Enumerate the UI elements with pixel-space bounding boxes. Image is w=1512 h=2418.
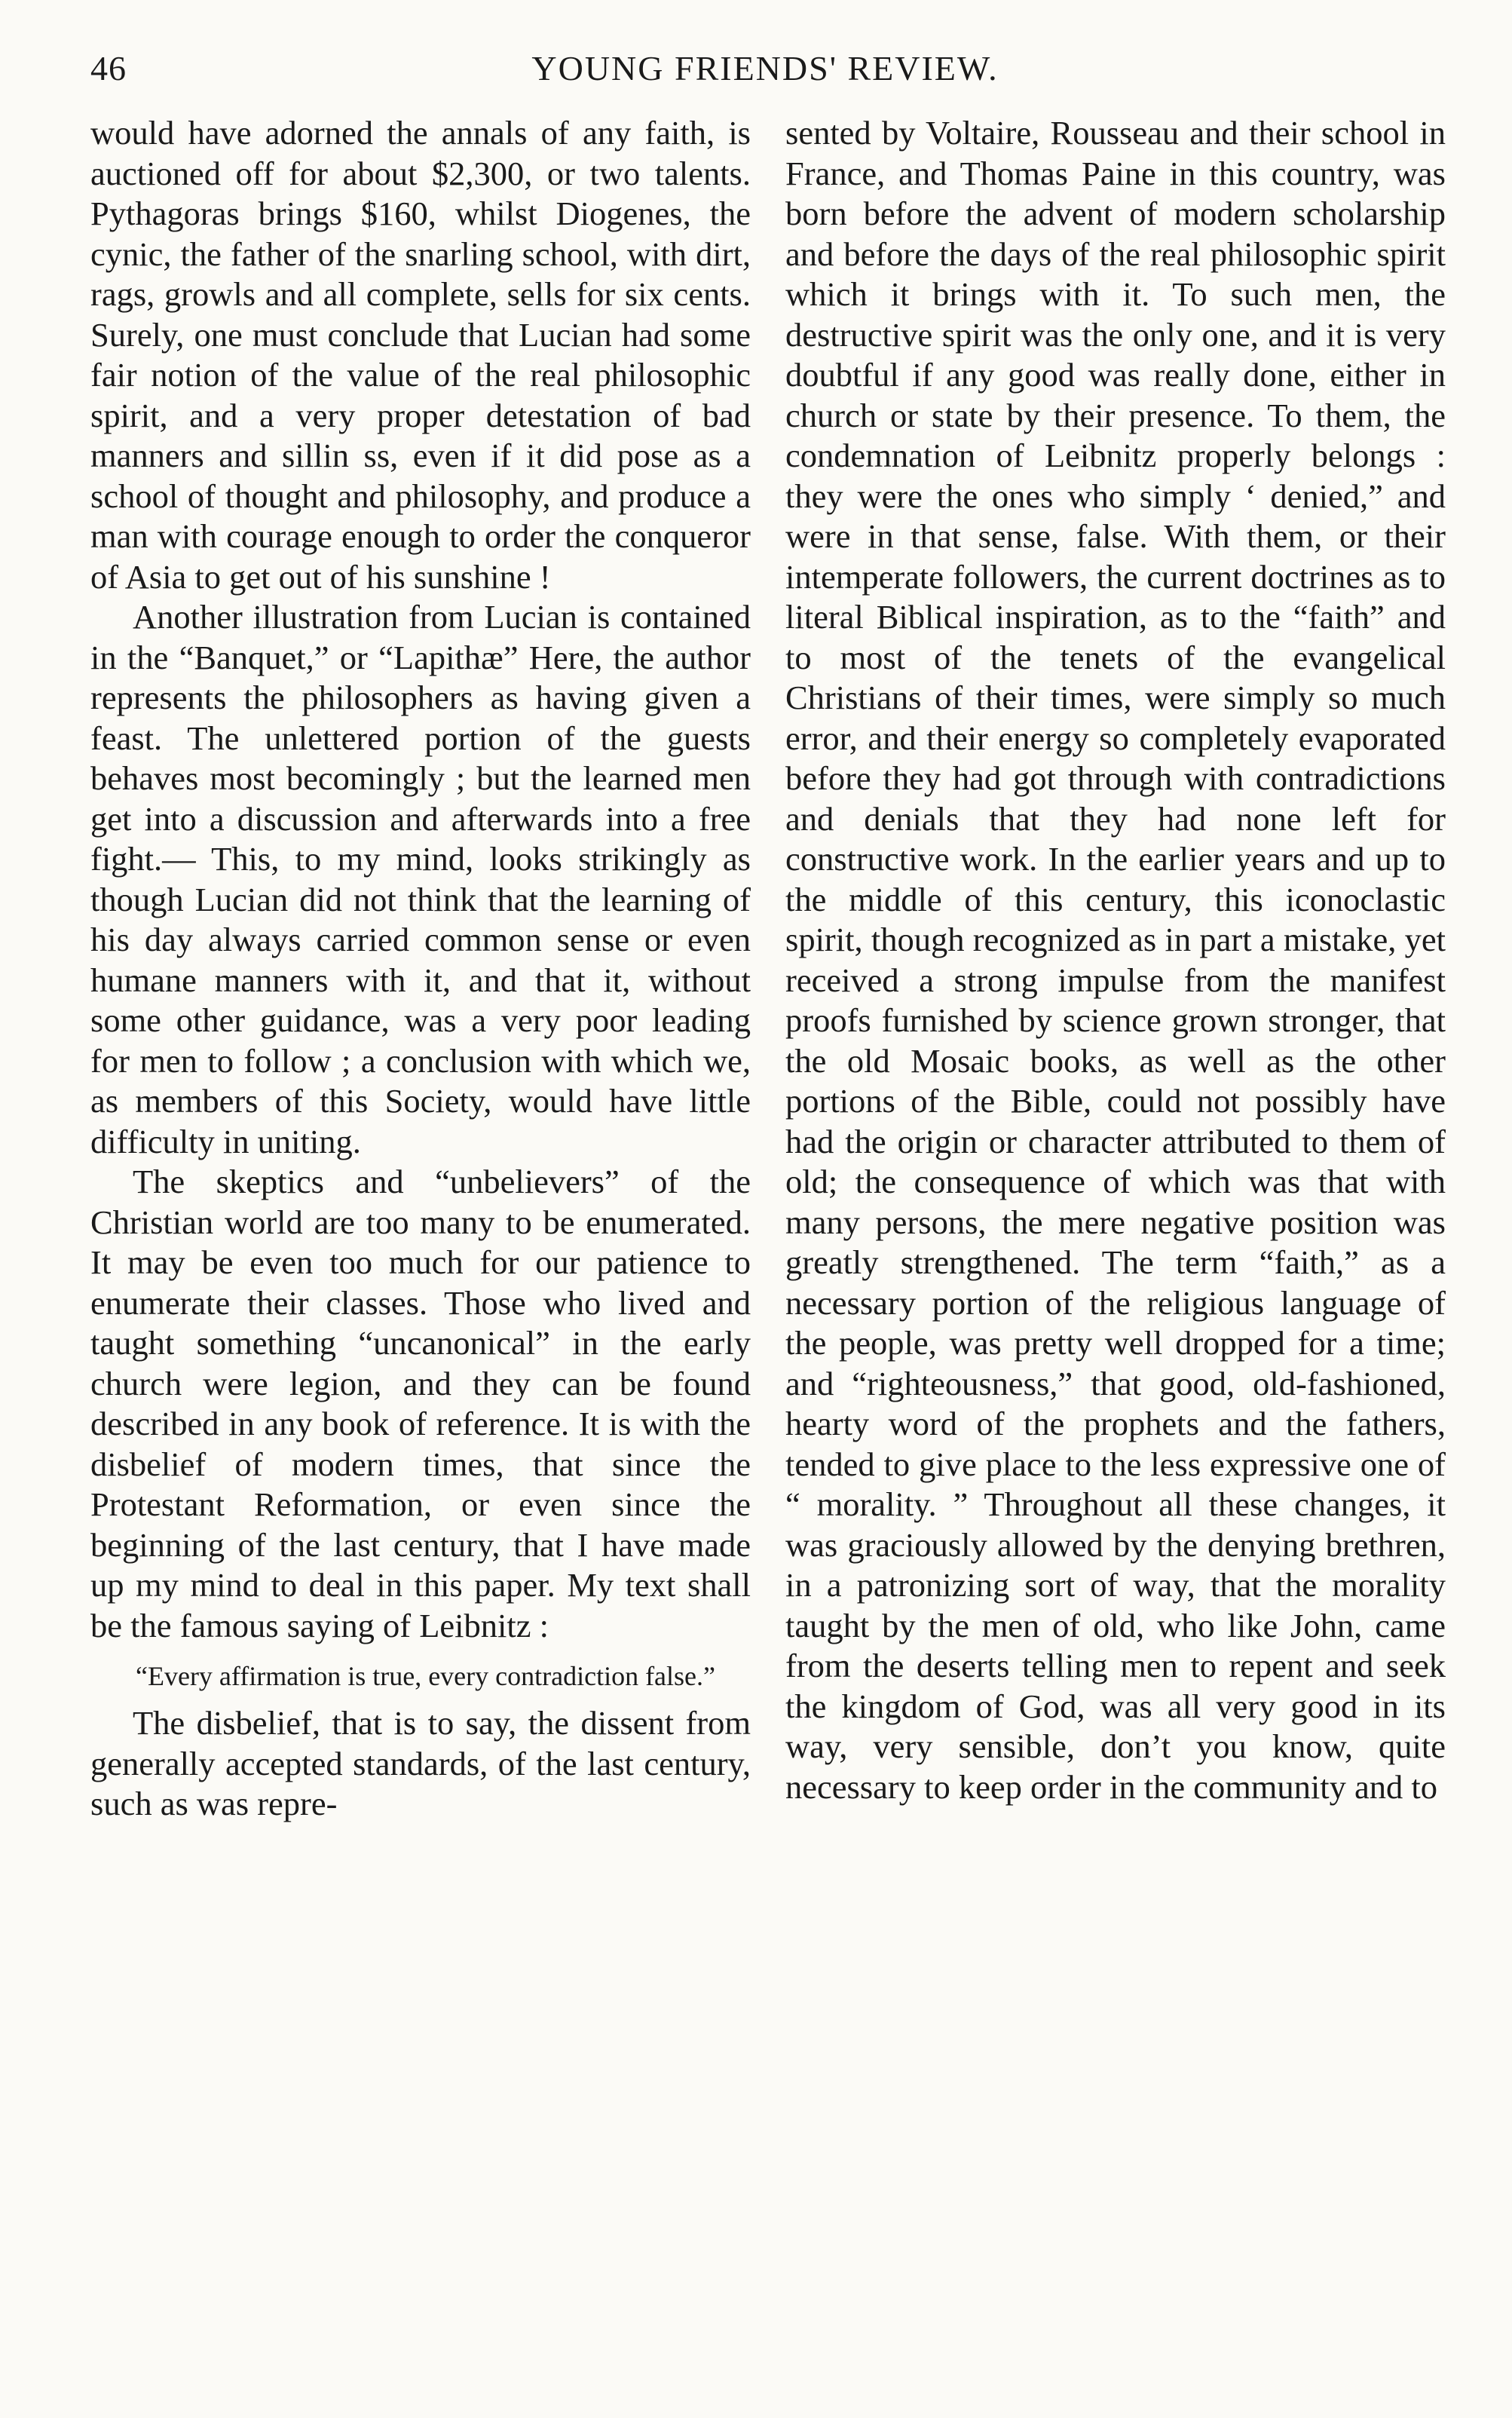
running-title: YOUNG FRIENDS' REVIEW. xyxy=(531,49,999,87)
paragraph: The disbelief, that is to say, the dissent from generally accepted standards, of the last century, such as was repre- xyxy=(90,1704,751,1822)
left-column xyxy=(90,113,751,1825)
block-quote: “Every affirmation is true, every contradiction false.” xyxy=(136,1661,716,1691)
paragraph: sented by Voltaire, Rousseau and their school in France, and Thomas Paine in this country, was born before the advent of modern scholarship and before the days of the real philosophic spirit which it brings with it. To such men, the destructive spirit was the only one, and it is very doubtful if any good was really done, either in church or state by their presence. To them, the condemnation of Leibnitz properly belongs : they were the ones who simply ‘ denied,” and were in that sense, false. With them, or their intemperate followers, the current doctrines as to literal Biblical inspiration, as to the “faith” and to most of the tenets of the evangelical Christians of their times, were simply so much error, and their energy so completely evaporated before they had got through with contradictions and denials that they had none left for constructive work. In the earlier years and up to the middle of this century, this iconoclastic spirit, though recognized as in part a mistake, yet received a strong impulse from the manifest proofs furnished by science grown stronger, that the old Mosaic books, as well as the other portions of the Bible, could not possibly have had the origin or character attributed to them of old; the consequence of which was that with many persons, the mere negative position was greatly strengthened. The term “faith,” as a necessary portion of the religious language of the people, was pretty well dropped for a time; and “righteousness,” that good, old-fashioned, hearty word of the prophets and the fathers, tended to give place to the less expressive one of “ morality. ” Throughout all these changes, it was graciously allowed by the denying brethren, in a patronizing sort of way, that the morality taught by the men of old, who like John, came from the deserts telling men to repent and seek the kingdom of God, was all very good in its way, very sensible, don’t you know, quite necessary to keep order in the community and to xyxy=(785,114,1446,1806)
paragraph: The skeptics and “unbelievers” of the Christian world are too many to be enumerated. It may be even too much for our patience to enumerate their classes. Those who lived and taught something “uncanonical” in the early church were legion, and they can be found described in any book of reference. It is with the disbelief of modern times, that since the Protestant Reformation, or even since the beginning of the last century, that I have made up my mind to deal in this paper. My text shall be the famous saying of Leibnitz : xyxy=(90,1163,751,1644)
page-header xyxy=(90,48,1440,101)
page-number: 46 xyxy=(90,49,127,87)
right-column xyxy=(785,113,1446,1807)
paragraph: would have adorned the annals of any faith, is auctioned off for about $2,300, or two talents. Pythagoras brings $160, whilst Diogenes, the cynic, the father of the snarling school, with dirt, rags, growls and all complete, sells for six cents. Surely, one must conclude that Lucian had some fair notion of the value of the real philosophic spirit, and a very proper detestation of bad manners and sillin ss, even if it did pose as a school of thought and philosophy, and produce a man with courage enough to order the conqueror of Asia to get out of his sunshine ! xyxy=(90,114,751,596)
paragraph: Another illustration from Lucian is contained in the “Banquet,” or “Lapithæ” Here, the author represents the philosophers as having given a feast. The unlettered portion of the guests behaves most becomingly ; but the learned men get into a discussion and afterwards into a free fight.— This, to my mind, looks strikingly as though Lucian did not think that the learning of his day always carried common sense or even humane manners with it, and that it, without some other guidance, was a very poor leading for men to follow ; a conclusion with which we, as members of this Society, would have little difficulty in uniting. xyxy=(90,598,751,1160)
